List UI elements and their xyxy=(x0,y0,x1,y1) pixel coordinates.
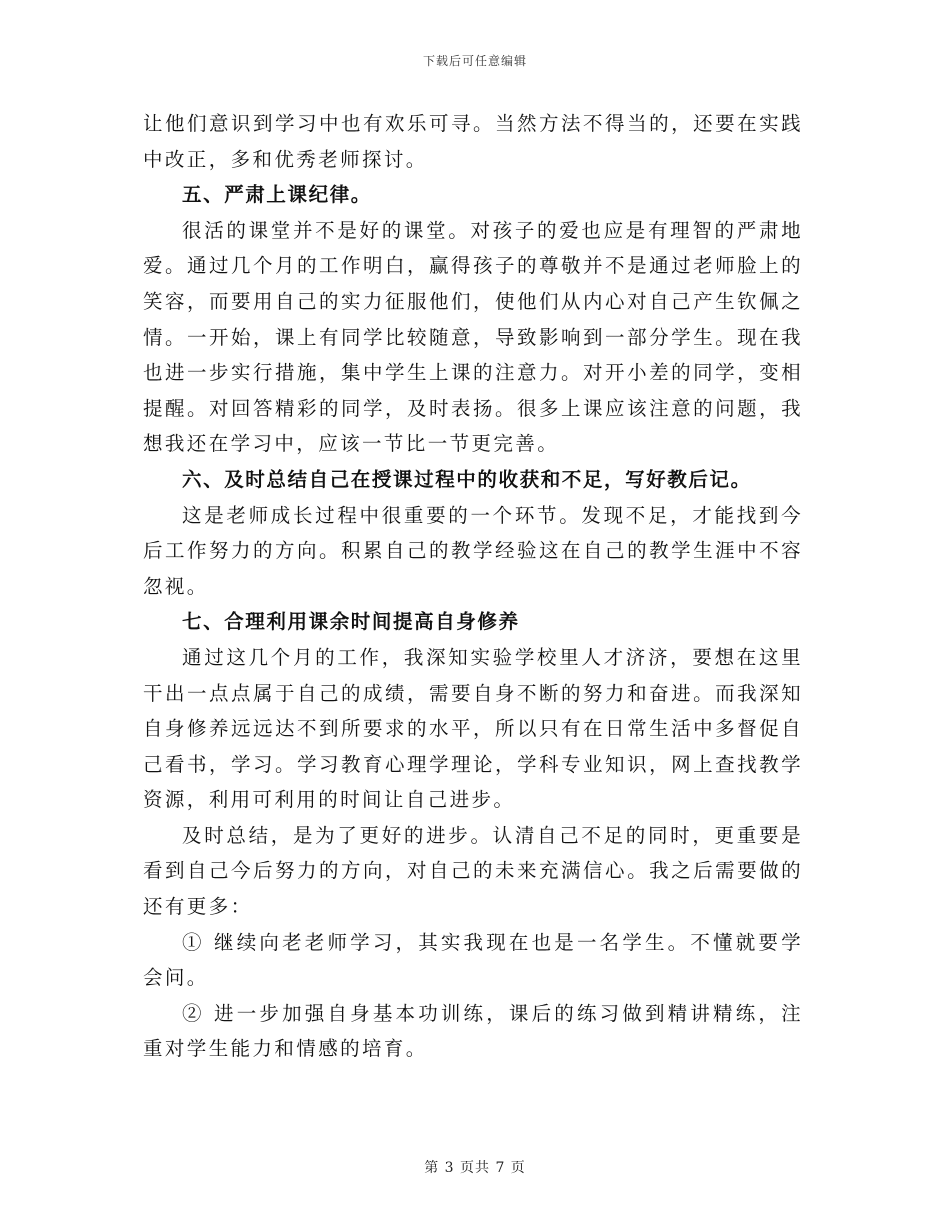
paragraph-summary: 及时总结，是为了更好的进步。认清自己不足的同时，更重要是看到自己今后努力的方向，对自己的未来充满信心。我之后需要做的还有更多： xyxy=(143,823,803,919)
document-body xyxy=(143,106,803,1067)
paragraph-continuation: 让他们意识到学习中也有欢乐可寻。当然方法不得当的，还要在实践中改正，多和优秀老师探讨。 xyxy=(143,112,803,171)
list-item-2: ② 进一步加强自身基本功训练，课后的练习做到精讲精练，注重对学生能力和情感的培育。 xyxy=(143,1001,803,1061)
page-number: 第 3 页共 7 页 xyxy=(424,1160,526,1176)
section-heading-5: 五、严肃上课纪律。 xyxy=(182,183,372,207)
section-heading-7: 七、合理利用课余时间提高自身修养 xyxy=(182,610,520,634)
paragraph-self-improvement: 通过这几个月的工作，我深知实验学校里人才济济，要想在这里干出一点点属于自己的成绩，需要自身不断的努力和奋进。而我深知自身修养远远达不到所要求的水平，所以只有在日常生活中多督促自己看书，学习。学习教育心理学理论，学科专业知识，网上查找教学资源，利用可利用的时间让自己进步。 xyxy=(143,645,803,812)
list-item-1: ① 继续向老老师学习，其实我现在也是一名学生。不懂就要学会问。 xyxy=(143,930,803,990)
section-heading-6: 六、及时总结自己在授课过程中的收获和不足，写好教后记。 xyxy=(182,467,752,491)
paragraph-classroom-discipline: 很活的课堂并不是好的课堂。对孩子的爱也应是有理智的严肃地爱。通过几个月的工作明白，赢得孩子的尊敬并不是通过老师脸上的笑容，而要用自己的实力征服他们，使他们从内心对自己产生钦佩之情。一开始，课上有同学比较随意，导致影响到一部分学生。现在我也进一步实行措施，集中学生上课的注意力。对开小差的同学，变相提醒。对回答精彩的同学，及时表扬。很多上课应该注意的问题，我想我还在学习中，应该一节比一节更完善。 xyxy=(143,218,803,456)
paragraph-reflection: 这是老师成长过程中很重要的一个环节。发现不足，才能找到今后工作努力的方向。积累自己的教学经验这在自己的教学生涯中不容忽视。 xyxy=(143,503,803,598)
page-header: 下载后可任意编辑 xyxy=(422,54,527,68)
